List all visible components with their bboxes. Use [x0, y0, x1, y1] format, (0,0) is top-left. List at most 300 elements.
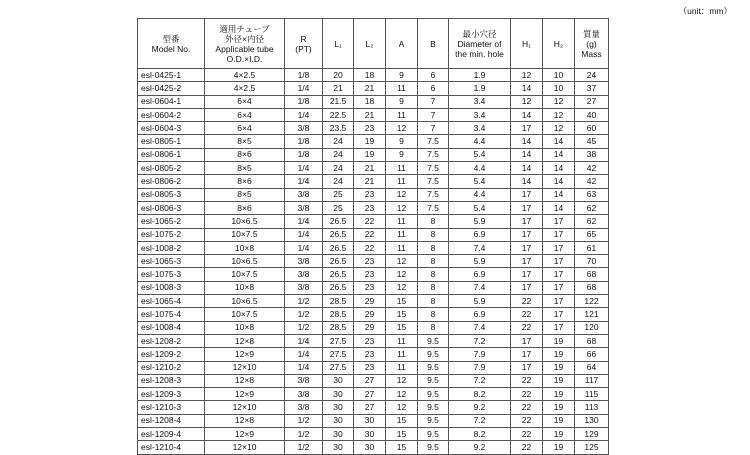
cell-h1: 17 — [511, 348, 543, 361]
cell-model: esl-1075-2 — [138, 228, 205, 241]
cell-r: 1/4 — [285, 348, 323, 361]
table-row — [138, 441, 609, 454]
cell-l2: 21 — [354, 162, 386, 175]
cell-h2: 19 — [543, 348, 575, 361]
cell-r: 1/4 — [285, 162, 323, 175]
cell-hole: 7.9 — [449, 361, 511, 374]
table-row — [138, 82, 609, 95]
header-tube-line: Applicable tube — [215, 43, 274, 54]
cell-h1: 17 — [511, 228, 543, 241]
cell-l2: 23 — [354, 361, 386, 374]
cell-h1: 22 — [511, 295, 543, 308]
cell-h1: 14 — [511, 135, 543, 148]
cell-h2: 17 — [543, 255, 575, 268]
table-row — [138, 188, 609, 201]
cell-model: esl-1208-2 — [138, 334, 205, 347]
cell-l1: 24 — [323, 148, 354, 161]
cell-b: 7.5 — [418, 148, 449, 161]
cell-h1: 14 — [511, 148, 543, 161]
cell-l2: 30 — [354, 428, 386, 441]
cell-tube: 12×8 — [205, 374, 285, 387]
table-row — [138, 162, 609, 175]
header-hole-line: the min. hole — [455, 48, 504, 59]
cell-mass: 64 — [575, 361, 609, 374]
cell-mass: 24 — [575, 69, 609, 82]
cell-b: 7.5 — [418, 135, 449, 148]
cell-r: 3/8 — [285, 122, 323, 135]
cell-r: 1/8 — [285, 148, 323, 161]
header-model-line: 型番 — [162, 33, 180, 44]
cell-tube: 12×8 — [205, 414, 285, 427]
cell-hole: 7.2 — [449, 414, 511, 427]
cell-l2: 22 — [354, 228, 386, 241]
cell-model: esl-1075-4 — [138, 308, 205, 321]
cell-r: 3/8 — [285, 268, 323, 281]
header-tube-line: 外径×内径 — [225, 33, 264, 44]
cell-l2: 18 — [354, 95, 386, 108]
cell-tube: 6×4 — [205, 122, 285, 135]
table-row — [138, 268, 609, 281]
cell-a: 11 — [386, 241, 418, 254]
cell-l1: 22.5 — [323, 108, 354, 121]
cell-r: 1/4 — [285, 175, 323, 188]
cell-h2: 14 — [543, 188, 575, 201]
cell-l2: 21 — [354, 82, 386, 95]
cell-b: 7.5 — [418, 175, 449, 188]
cell-b: 9.5 — [418, 348, 449, 361]
cell-tube: 10×6.5 — [205, 215, 285, 228]
cell-mass: 113 — [575, 401, 609, 414]
cell-tube: 10×8 — [205, 281, 285, 294]
cell-r: 1/2 — [285, 441, 323, 454]
cell-l2: 29 — [354, 321, 386, 334]
cell-b: 7 — [418, 95, 449, 108]
cell-l2: 22 — [354, 241, 386, 254]
cell-b: 7.5 — [418, 201, 449, 214]
header-mass-line: Mass — [581, 48, 602, 59]
table-row — [138, 321, 609, 334]
cell-l1: 25 — [323, 188, 354, 201]
cell-b: 8 — [418, 228, 449, 241]
cell-mass: 68 — [575, 268, 609, 281]
cell-model: esl-0806-2 — [138, 175, 205, 188]
cell-l2: 29 — [354, 295, 386, 308]
cell-l1: 26.5 — [323, 281, 354, 294]
cell-h1: 17 — [511, 188, 543, 201]
cell-h2: 14 — [543, 162, 575, 175]
cell-l1: 24 — [323, 135, 354, 148]
cell-l2: 23 — [354, 281, 386, 294]
cell-h2: 14 — [543, 148, 575, 161]
header-tube-line: O.D.×I.D. — [226, 53, 263, 64]
cell-mass: 42 — [575, 162, 609, 175]
table-row — [138, 201, 609, 214]
cell-h1: 22 — [511, 441, 543, 454]
cell-model: esl-0806-3 — [138, 201, 205, 214]
cell-l1: 30 — [323, 401, 354, 414]
cell-l2: 21 — [354, 108, 386, 121]
cell-l1: 21 — [323, 82, 354, 95]
cell-hole: 3.4 — [449, 95, 511, 108]
header-r-line: R — [300, 33, 307, 44]
cell-r: 1/8 — [285, 135, 323, 148]
cell-l2: 23 — [354, 348, 386, 361]
cell-l2: 23 — [354, 255, 386, 268]
cell-model: esl-1208-4 — [138, 414, 205, 427]
cell-l1: 26.5 — [323, 241, 354, 254]
cell-b: 9.5 — [418, 361, 449, 374]
header-r-line: (PT) — [295, 43, 312, 54]
cell-l2: 19 — [354, 135, 386, 148]
header-l1-line: L₁ — [334, 38, 342, 49]
cell-l2: 22 — [354, 215, 386, 228]
cell-mass: 60 — [575, 122, 609, 135]
cell-mass: 63 — [575, 188, 609, 201]
cell-hole: 1.9 — [449, 69, 511, 82]
cell-h2: 17 — [543, 268, 575, 281]
cell-tube: 10×7.5 — [205, 308, 285, 321]
cell-model: esl-1075-3 — [138, 268, 205, 281]
cell-model: esl-0805-1 — [138, 135, 205, 148]
cell-hole: 7.4 — [449, 241, 511, 254]
table-row — [138, 388, 609, 401]
cell-r: 1/4 — [285, 82, 323, 95]
cell-l1: 26.5 — [323, 268, 354, 281]
table-row — [138, 374, 609, 387]
cell-model: esl-1210-3 — [138, 401, 205, 414]
cell-b: 6 — [418, 69, 449, 82]
cell-h1: 17 — [511, 334, 543, 347]
cell-h1: 12 — [511, 69, 543, 82]
cell-h2: 19 — [543, 361, 575, 374]
cell-l1: 24 — [323, 175, 354, 188]
table-row — [138, 148, 609, 161]
cell-b: 6 — [418, 82, 449, 95]
cell-l1: 28.5 — [323, 295, 354, 308]
cell-b: 8 — [418, 281, 449, 294]
cell-r: 1/4 — [285, 241, 323, 254]
cell-tube: 8×6 — [205, 148, 285, 161]
header-hole-line: 最小穴径 — [462, 28, 497, 39]
table-row — [138, 334, 609, 347]
cell-h2: 17 — [543, 281, 575, 294]
cell-l2: 27 — [354, 388, 386, 401]
table-row — [138, 428, 609, 441]
header-l2-line: L₂ — [365, 38, 374, 49]
cell-r: 3/8 — [285, 374, 323, 387]
cell-hole: 4.4 — [449, 188, 511, 201]
cell-model: esl-1008-2 — [138, 241, 205, 254]
cell-mass: 38 — [575, 148, 609, 161]
cell-hole: 7.2 — [449, 374, 511, 387]
cell-h2: 19 — [543, 334, 575, 347]
cell-h2: 17 — [543, 241, 575, 254]
cell-r: 1/8 — [285, 69, 323, 82]
cell-mass: 120 — [575, 321, 609, 334]
cell-model: esl-1065-2 — [138, 215, 205, 228]
cell-tube: 8×5 — [205, 188, 285, 201]
cell-tube: 6×4 — [205, 95, 285, 108]
cell-tube: 12×9 — [205, 428, 285, 441]
cell-mass: 70 — [575, 255, 609, 268]
cell-hole: 4.4 — [449, 162, 511, 175]
table-row — [138, 414, 609, 427]
table-row — [138, 348, 609, 361]
cell-a: 12 — [386, 201, 418, 214]
cell-a: 15 — [386, 428, 418, 441]
cell-model: esl-1008-4 — [138, 321, 205, 334]
cell-l2: 18 — [354, 69, 386, 82]
cell-a: 12 — [386, 268, 418, 281]
cell-l1: 28.5 — [323, 308, 354, 321]
cell-b: 7.5 — [418, 162, 449, 175]
cell-h2: 12 — [543, 108, 575, 121]
cell-tube: 10×8 — [205, 241, 285, 254]
cell-b: 9.5 — [418, 401, 449, 414]
cell-h2: 19 — [543, 428, 575, 441]
cell-r: 1/2 — [285, 308, 323, 321]
cell-h2: 17 — [543, 295, 575, 308]
cell-mass: 27 — [575, 95, 609, 108]
cell-a: 12 — [386, 388, 418, 401]
cell-h2: 10 — [543, 69, 575, 82]
cell-l1: 20 — [323, 69, 354, 82]
cell-a: 11 — [386, 348, 418, 361]
cell-model: esl-1209-3 — [138, 388, 205, 401]
cell-hole: 7.2 — [449, 334, 511, 347]
cell-tube: 10×7.5 — [205, 268, 285, 281]
cell-hole: 5.4 — [449, 201, 511, 214]
header-r — [285, 19, 323, 69]
table-row — [138, 228, 609, 241]
cell-model: esl-1065-3 — [138, 255, 205, 268]
cell-h1: 17 — [511, 201, 543, 214]
header-l2 — [354, 19, 386, 69]
header-h2-line: H₂ — [553, 38, 564, 49]
cell-l2: 27 — [354, 374, 386, 387]
cell-h2: 17 — [543, 321, 575, 334]
cell-l2: 23 — [354, 122, 386, 135]
table-row — [138, 69, 609, 82]
cell-hole: 4.4 — [449, 135, 511, 148]
cell-h2: 17 — [543, 308, 575, 321]
cell-tube: 12×9 — [205, 388, 285, 401]
cell-l1: 23.5 — [323, 122, 354, 135]
cell-model: esl-0805-3 — [138, 188, 205, 201]
cell-mass: 117 — [575, 374, 609, 387]
cell-mass: 68 — [575, 334, 609, 347]
cell-a: 11 — [386, 361, 418, 374]
cell-r: 3/8 — [285, 281, 323, 294]
table-row — [138, 401, 609, 414]
cell-h1: 22 — [511, 388, 543, 401]
cell-l2: 30 — [354, 441, 386, 454]
cell-r: 1/4 — [285, 215, 323, 228]
cell-hole: 6.9 — [449, 308, 511, 321]
cell-h2: 19 — [543, 414, 575, 427]
cell-a: 15 — [386, 321, 418, 334]
cell-model: esl-0806-1 — [138, 148, 205, 161]
cell-b: 8 — [418, 321, 449, 334]
cell-a: 11 — [386, 175, 418, 188]
cell-h1: 22 — [511, 321, 543, 334]
cell-mass: 115 — [575, 388, 609, 401]
unit-label: （unit：mm） — [678, 6, 732, 16]
cell-r: 3/8 — [285, 188, 323, 201]
cell-l1: 26.5 — [323, 228, 354, 241]
table-body — [138, 69, 609, 455]
table-row — [138, 108, 609, 121]
cell-l1: 28.5 — [323, 321, 354, 334]
cell-tube: 8×6 — [205, 201, 285, 214]
header-l1 — [323, 19, 354, 69]
cell-l1: 27.5 — [323, 348, 354, 361]
cell-b: 8 — [418, 241, 449, 254]
cell-h1: 17 — [511, 241, 543, 254]
cell-mass: 129 — [575, 428, 609, 441]
cell-h2: 14 — [543, 135, 575, 148]
cell-model: esl-1008-3 — [138, 281, 205, 294]
cell-tube: 4×2.5 — [205, 69, 285, 82]
cell-h2: 19 — [543, 401, 575, 414]
cell-h1: 22 — [511, 308, 543, 321]
header-a — [386, 19, 418, 69]
cell-mass: 62 — [575, 215, 609, 228]
cell-l1: 30 — [323, 441, 354, 454]
cell-l1: 26.5 — [323, 255, 354, 268]
cell-mass: 122 — [575, 295, 609, 308]
table-row — [138, 175, 609, 188]
cell-l1: 30 — [323, 428, 354, 441]
cell-mass: 45 — [575, 135, 609, 148]
cell-r: 1/4 — [285, 228, 323, 241]
cell-h1: 14 — [511, 162, 543, 175]
cell-b: 9.5 — [418, 374, 449, 387]
cell-tube: 12×10 — [205, 441, 285, 454]
cell-a: 11 — [386, 215, 418, 228]
header-hole-line: Diameter of — [457, 38, 502, 49]
cell-tube: 10×6.5 — [205, 255, 285, 268]
cell-l2: 19 — [354, 148, 386, 161]
cell-b: 8 — [418, 215, 449, 228]
cell-a: 11 — [386, 228, 418, 241]
cell-tube: 6×4 — [205, 108, 285, 121]
table-row — [138, 295, 609, 308]
cell-l1: 30 — [323, 414, 354, 427]
cell-a: 15 — [386, 295, 418, 308]
table-row — [138, 308, 609, 321]
cell-a: 15 — [386, 414, 418, 427]
cell-l1: 30 — [323, 388, 354, 401]
cell-h1: 17 — [511, 215, 543, 228]
cell-l2: 21 — [354, 175, 386, 188]
cell-a: 12 — [386, 122, 418, 135]
header-b-line: B — [430, 38, 436, 49]
cell-r: 1/2 — [285, 295, 323, 308]
header-tube — [205, 19, 285, 69]
cell-model: esl-0805-2 — [138, 162, 205, 175]
cell-hole: 6.9 — [449, 268, 511, 281]
cell-a: 9 — [386, 148, 418, 161]
table-row — [138, 255, 609, 268]
header-tube-line: 適用チューブ — [219, 23, 270, 34]
header-mass — [575, 19, 609, 69]
cell-hole: 7.4 — [449, 321, 511, 334]
cell-b: 7 — [418, 108, 449, 121]
cell-l2: 23 — [354, 334, 386, 347]
cell-a: 9 — [386, 69, 418, 82]
cell-b: 9.5 — [418, 414, 449, 427]
cell-b: 7 — [418, 122, 449, 135]
cell-l2: 30 — [354, 414, 386, 427]
cell-r: 1/8 — [285, 95, 323, 108]
cell-hole: 5.9 — [449, 255, 511, 268]
table-row — [138, 122, 609, 135]
cell-model: esl-1208-3 — [138, 374, 205, 387]
cell-mass: 68 — [575, 281, 609, 294]
cell-model: esl-1210-4 — [138, 441, 205, 454]
cell-b: 8 — [418, 268, 449, 281]
cell-h2: 19 — [543, 441, 575, 454]
cell-h1: 17 — [511, 361, 543, 374]
cell-tube: 12×8 — [205, 334, 285, 347]
cell-h2: 17 — [543, 228, 575, 241]
cell-l1: 24 — [323, 162, 354, 175]
cell-model: esl-1065-4 — [138, 295, 205, 308]
cell-b: 7.5 — [418, 188, 449, 201]
cell-r: 1/4 — [285, 361, 323, 374]
cell-hole: 5.9 — [449, 295, 511, 308]
cell-mass: 65 — [575, 228, 609, 241]
cell-mass: 121 — [575, 308, 609, 321]
cell-tube: 12×9 — [205, 348, 285, 361]
cell-tube: 8×5 — [205, 162, 285, 175]
cell-l2: 23 — [354, 188, 386, 201]
cell-hole: 8.2 — [449, 388, 511, 401]
cell-hole: 7.4 — [449, 281, 511, 294]
cell-tube: 8×6 — [205, 175, 285, 188]
cell-a: 9 — [386, 95, 418, 108]
cell-h2: 12 — [543, 95, 575, 108]
cell-h1: 17 — [511, 268, 543, 281]
cell-h2: 14 — [543, 201, 575, 214]
cell-h1: 22 — [511, 401, 543, 414]
header-hole — [449, 19, 511, 69]
cell-l2: 23 — [354, 201, 386, 214]
cell-hole: 3.4 — [449, 108, 511, 121]
cell-tube: 10×8 — [205, 321, 285, 334]
cell-a: 12 — [386, 188, 418, 201]
cell-h1: 14 — [511, 175, 543, 188]
cell-h1: 12 — [511, 95, 543, 108]
cell-b: 8 — [418, 295, 449, 308]
header-mass-line: (g) — [586, 38, 597, 49]
cell-h2: 19 — [543, 388, 575, 401]
cell-hole: 9.2 — [449, 401, 511, 414]
cell-l1: 27.5 — [323, 334, 354, 347]
cell-a: 12 — [386, 255, 418, 268]
table-row — [138, 135, 609, 148]
header-b — [418, 19, 449, 69]
cell-a: 11 — [386, 334, 418, 347]
cell-hole: 1.9 — [449, 82, 511, 95]
cell-mass: 66 — [575, 348, 609, 361]
cell-l2: 27 — [354, 401, 386, 414]
cell-hole: 7.9 — [449, 348, 511, 361]
table-row — [138, 241, 609, 254]
cell-l1: 27.5 — [323, 361, 354, 374]
cell-b: 8 — [418, 308, 449, 321]
